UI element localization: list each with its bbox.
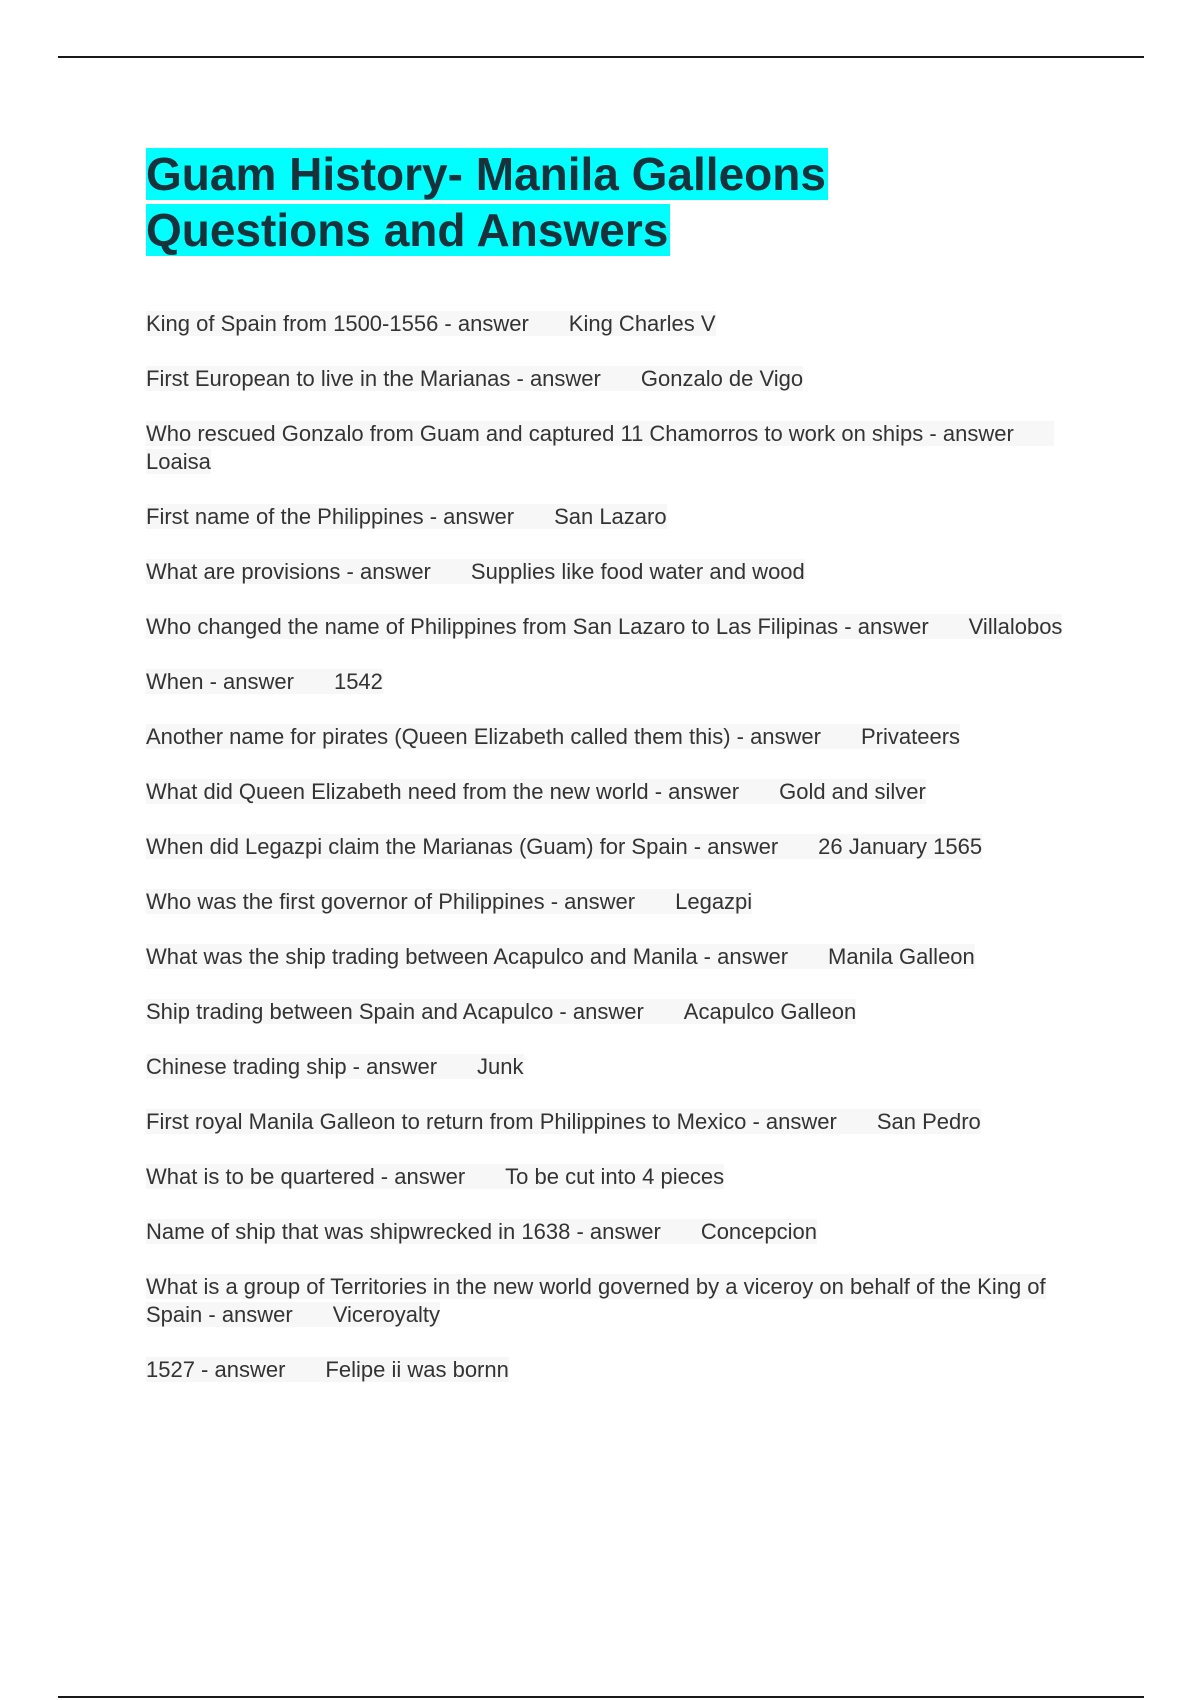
answer-text: Legazpi (675, 889, 753, 914)
qa-list (146, 310, 1076, 1384)
qa-item (146, 1163, 1076, 1191)
answer-text: To be cut into 4 pieces (505, 1164, 725, 1189)
question-text: First European to live in the Marianas - answer (146, 366, 601, 391)
answer-text: Manila Galleon (828, 944, 975, 969)
qa-item-highlight (146, 1274, 1046, 1327)
qa-item-highlight (146, 311, 716, 336)
qa-item-highlight (146, 614, 1062, 639)
qa-item-highlight (146, 421, 1054, 474)
qa-item-highlight (146, 669, 383, 694)
qa-item (146, 888, 1076, 916)
qa-item-highlight (146, 1357, 509, 1382)
answer-text: Concepcion (700, 1219, 817, 1244)
qa-item (146, 943, 1076, 971)
document-title (146, 146, 1076, 258)
qa-item (146, 420, 1076, 476)
qa-item-highlight (146, 1054, 524, 1079)
question-text: Ship trading between Spain and Acapulco - answer (146, 999, 644, 1024)
answer-text: Felipe ii was bornn (325, 1357, 509, 1382)
qa-item (146, 668, 1076, 696)
question-text: When did Legazpi claim the Marianas (Guam) for Spain - answer (146, 834, 779, 859)
answer-text: Viceroyalty (332, 1302, 440, 1327)
answer-text: Supplies like food water and wood (470, 559, 805, 584)
qa-item (146, 1218, 1076, 1246)
qa-item (146, 365, 1076, 393)
qa-item-highlight (146, 559, 805, 584)
qa-item-highlight (146, 834, 982, 859)
question-text: First name of the Philippines - answer (146, 504, 515, 529)
answer-text: Acapulco Galleon (683, 999, 857, 1024)
qa-item-highlight (146, 1164, 724, 1189)
qa-item (146, 1356, 1076, 1384)
question-text: First royal Manila Galleon to return from Philippines to Mexico - answer (146, 1109, 837, 1134)
qa-item (146, 558, 1076, 586)
question-text: 1527 - answer (146, 1357, 286, 1382)
question-text: What was the ship trading between Acapulco and Manila - answer (146, 944, 789, 969)
title-line-2: Questions and Answers (146, 204, 669, 256)
footer-rule (58, 1696, 1144, 1698)
answer-text: Villalobos (968, 614, 1063, 639)
qa-item-highlight (146, 504, 667, 529)
qa-item-highlight (146, 944, 975, 969)
question-text: What did Queen Elizabeth need from the new world - answer (146, 779, 740, 804)
qa-item (146, 723, 1076, 751)
qa-item-highlight (146, 1219, 817, 1244)
header-rule (58, 56, 1144, 58)
qa-item (146, 503, 1076, 531)
question-text: King of Spain from 1500-1556 - answer (146, 311, 529, 336)
question-text: What are provisions - answer (146, 559, 431, 584)
answer-text: San Lazaro (554, 504, 667, 529)
qa-item-highlight (146, 366, 803, 391)
answer-text: 26 January 1565 (818, 834, 983, 859)
answer-text: King Charles V (568, 311, 716, 336)
question-text: When - answer (146, 669, 294, 694)
answer-text: Privateers (861, 724, 961, 749)
question-text: Who rescued Gonzalo from Guam and captured 11 Chamorros to work on ships - answer (146, 421, 1014, 446)
answer-text: Junk (477, 1054, 524, 1079)
qa-item-highlight (146, 889, 752, 914)
title-line-1: Guam History- Manila Galleons (146, 148, 826, 200)
question-text: What is a group of Territories in the new world governed by a viceroy on behalf of the King of Spain - answer (146, 1274, 1046, 1327)
qa-item (146, 613, 1076, 641)
qa-item (146, 310, 1076, 338)
document-body (146, 146, 1076, 1411)
qa-item-highlight (146, 724, 960, 749)
question-text: Who was the first governor of Philippines - answer (146, 889, 636, 914)
qa-item (146, 1053, 1076, 1081)
qa-item-highlight (146, 999, 856, 1024)
answer-text: Loaisa (146, 449, 211, 474)
qa-item (146, 778, 1076, 806)
qa-item (146, 1273, 1076, 1329)
answer-text: Gold and silver (779, 779, 926, 804)
question-text: What is to be quartered - answer (146, 1164, 466, 1189)
question-text: Who changed the name of Philippines from San Lazaro to Las Filipinas - answer (146, 614, 929, 639)
qa-item (146, 1108, 1076, 1136)
answer-text: Gonzalo de Vigo (640, 366, 804, 391)
qa-item-highlight (146, 779, 926, 804)
qa-item (146, 833, 1076, 861)
question-text: Another name for pirates (Queen Elizabeth called them this) - answer (146, 724, 821, 749)
answer-text: San Pedro (876, 1109, 981, 1134)
qa-item-highlight (146, 1109, 981, 1134)
question-text: Chinese trading ship - answer (146, 1054, 438, 1079)
question-text: Name of ship that was shipwrecked in 1638 - answer (146, 1219, 661, 1244)
qa-item (146, 998, 1076, 1026)
answer-text: 1542 (333, 669, 383, 694)
